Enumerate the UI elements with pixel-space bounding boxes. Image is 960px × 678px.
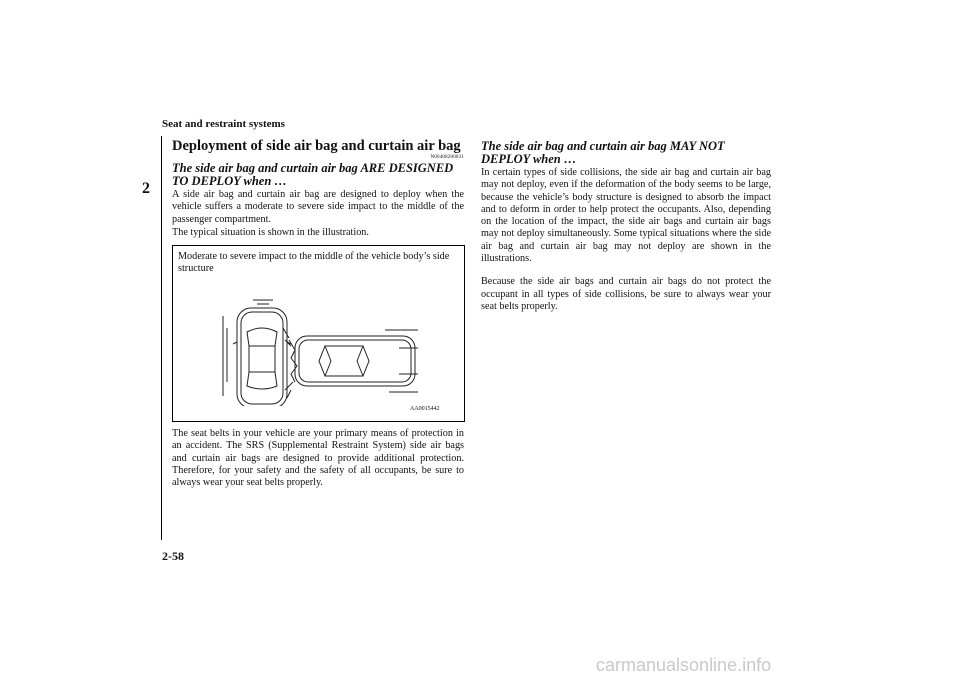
- right-column: [481, 140, 771, 313]
- illustration-caption: Moderate to severe impact to the middle of the vehicle body’s side structure: [178, 251, 450, 275]
- footer-watermark: carmanualsonline.info: [596, 655, 772, 675]
- protection-paragraph: Because the side air bags and curtain air bags do not protect the occupant in all types of side collisions, be sure to always wear your seat belts properly.: [481, 276, 771, 312]
- illustration-code: AA0015442: [410, 406, 440, 413]
- section-heading: Deployment of side air bag and curtain air bag: [172, 138, 461, 154]
- struck-car-icon: [233, 308, 291, 406]
- section-header: Seat and restraint systems: [162, 118, 285, 130]
- not-deploy-subheading: The side air bag and curtain air bag MAY NOT DEPLOY when …: [481, 139, 725, 166]
- chapter-rule: [161, 136, 162, 540]
- seat-belt-paragraph: The seat belts in your vehicle are your primary means of protection in an accident. The SRS (Supplemental Restraint System) side air bags and curtain air bags are designed to provide additional protection. Therefore, for your safety and the safety of all occupants, be sure to always wear your seat belts properly.: [172, 428, 464, 489]
- striking-car-icon: [295, 336, 415, 386]
- deploy-paragraph: A side air bag and curtain air bag are designed to deploy when the vehicle suffers a moderate to severe side impact to the middle of the passenger compartment.: [172, 189, 464, 225]
- chapter-number: 2: [142, 180, 150, 197]
- page-number: 2-58: [162, 549, 184, 563]
- section-code: N00408200031: [430, 155, 464, 160]
- left-column: [172, 138, 464, 490]
- deploy-subheading: The side air bag and curtain air bag ARE DESIGNED TO DEPLOY when …: [172, 161, 454, 188]
- not-deploy-paragraph: In certain types of side collisions, the side air bag and curtain air bag may not deploy, even if the deformation of the body seems to be large, because the vehicle’s body structure is designed to absorb the impact and to deform in order to help protect the occupants. Also, depending on the location of the impact, the side air bags and curtain air bags may not deploy simultaneously. Some typical situations where the side air bag and curtain air bag may not deploy are shown in the illustrations.: [481, 167, 771, 265]
- impact-illustration: [172, 245, 465, 422]
- illustration-note: The typical situation is shown in the illustration.: [172, 226, 369, 238]
- side-impact-diagram: [213, 286, 418, 406]
